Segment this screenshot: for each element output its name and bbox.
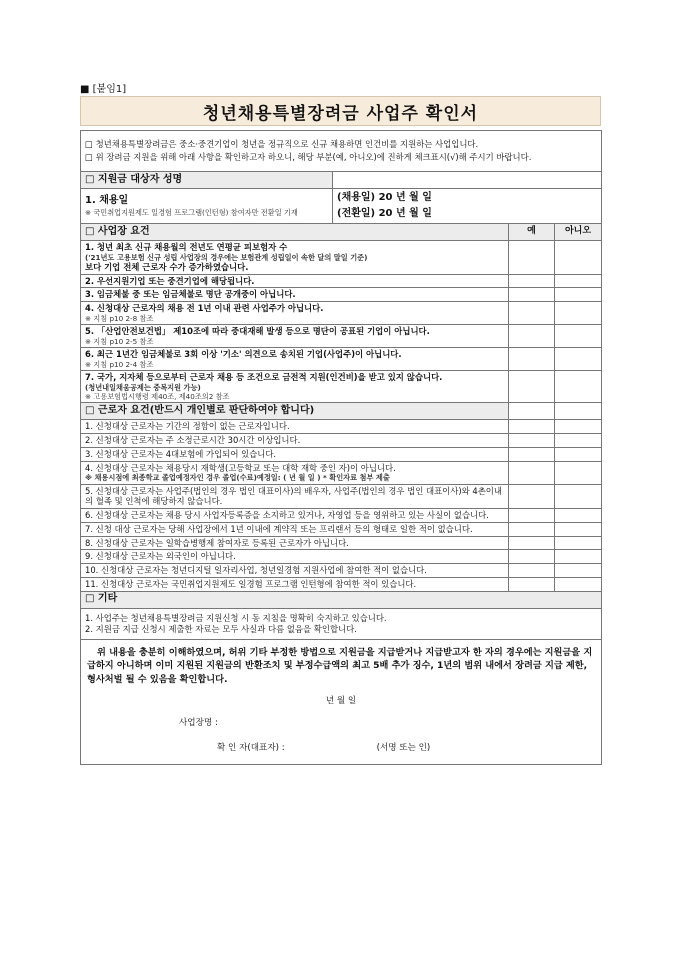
- no-checkbox-cell[interactable]: [555, 325, 602, 348]
- intro-line-2: □ 위 장려금 지원을 위해 아래 사항을 확인하고자 하오니, 해당 부분(예, 아니오)에 진하게 체크표시(√)해 주시기 바랍니다.: [85, 152, 532, 162]
- yes-checkbox-cell[interactable]: [509, 241, 555, 275]
- yes-checkbox-cell[interactable]: [509, 302, 555, 325]
- sign-date[interactable]: 년 월 일: [325, 695, 357, 706]
- no-checkbox-cell[interactable]: [555, 420, 602, 434]
- hire-date-field[interactable]: (채용일) 20 년 월 일: [337, 191, 432, 203]
- no-column-header: 아니오: [555, 224, 602, 241]
- worker-requirement-row: [81, 484, 602, 509]
- worker-requirement-text: 8. 신청대상 근로자는 일학습병행제 참여자로 등록된 근로자가 아닙니다.: [85, 537, 349, 548]
- other-item-2: 2. 지원금 지급 신청시 제출한 자료는 모두 사실과 다름 없음을 확인합니다.: [85, 623, 357, 634]
- no-checkbox-cell[interactable]: [555, 484, 602, 509]
- worker-requirement-note: ※ 채용시점에 최종학교 졸업예정자인 경우 졸업(수료)예정일: ( 년 월 일 ) * 확인자료 첨부 제출: [85, 473, 390, 483]
- business-requirement-row: [81, 241, 602, 275]
- business-requirement-row: [81, 325, 602, 348]
- no-checkbox-cell[interactable]: [555, 274, 602, 288]
- no-checkbox-cell[interactable]: [555, 461, 602, 484]
- worker-requirement-row: [81, 577, 602, 591]
- no-checkbox-cell[interactable]: [555, 447, 602, 461]
- business-requirement-text: 3. 임금체불 중 또는 임금체불로 명단 공개중이 아닙니다.: [85, 289, 296, 300]
- no-checkbox-cell[interactable]: [555, 509, 602, 523]
- business-requirement-note: ※ 지침 p10 2-4 참조: [85, 359, 154, 369]
- business-section-title: □ 사업장 요건: [81, 224, 509, 241]
- business-requirement-row: [81, 348, 602, 371]
- no-checkbox-cell[interactable]: [555, 288, 602, 302]
- business-requirement-text: 7. 국가, 지자체 등으로부터 근로자 채용 등 조건으로 금전적 지원(인건비)을 받고 있지 않습니다.: [85, 372, 443, 383]
- target-section-title: □ 지원금 대상자 성명: [81, 172, 333, 189]
- no-checkbox-cell[interactable]: [555, 371, 602, 403]
- signature-label: (서명 또는 인): [376, 742, 431, 753]
- worker-requirement-text: 7. 신청 대상 근로자는 당해 사업장에서 1년 이내에 계약직 또는 프리랜서 등의 형태로 일한 적이 없습니다.: [85, 523, 473, 534]
- yes-column-header: 예: [509, 224, 555, 241]
- business-requirement-text: 6. 최근 1년간 임금체불로 3회 이상 '기소' 의견으로 송치된 기업(사업주)이 아닙니다.: [85, 349, 402, 360]
- worker-requirement-text: 2. 신청대상 근로자는 주 소정근로시간 30시간 이상입니다.: [85, 435, 301, 446]
- worker-requirement-row: [81, 509, 602, 523]
- convert-date-field[interactable]: (전환일) 20 년 월 일: [337, 207, 432, 219]
- hire-date-label: 1. 채용일: [85, 194, 129, 206]
- worker-requirement-row: [81, 461, 602, 484]
- no-checkbox-cell[interactable]: [555, 550, 602, 564]
- intro-line-1: □ 청년채용특별장려금은 중소·중견기업이 청년을 정규직으로 신규 채용하면 인건비를 지원하는 사업입니다.: [85, 139, 479, 150]
- business-requirement-tail: 보다 기업 전체 근로자 수가 증가하였습니다.: [85, 261, 249, 272]
- worker-requirement-row: [81, 447, 602, 461]
- attachment-label: ■ [붙임1]: [80, 84, 127, 95]
- yes-checkbox-cell[interactable]: [509, 536, 555, 550]
- worker-requirement-text: 4. 신청대상 근로자는 채용당시 재학생(고등학교 또는 대학 재학 중인 자)이 아닙니다.: [85, 462, 396, 473]
- confirmer-label[interactable]: 확 인 자(대표자) :: [217, 742, 285, 753]
- business-requirement-subtext: ('21년도 고용보험 신규 성립 사업장의 경우에는 보험관계 성립일이 속한 달의 말일 기준): [85, 252, 368, 262]
- no-checkbox-cell[interactable]: [555, 302, 602, 325]
- company-name-label[interactable]: 사업장명 :: [179, 718, 218, 729]
- worker-requirement-text: 3. 신청대상 근로자는 4대보험에 가입되어 있습니다.: [85, 448, 277, 459]
- yes-checkbox-cell[interactable]: [509, 325, 555, 348]
- hire-date-note: ※ 국민취업지원제도 일경험 프로그램(인턴형) 참여자만 전환일 기재: [85, 207, 298, 217]
- business-requirement-row: [81, 274, 602, 288]
- yes-checkbox-cell[interactable]: [509, 348, 555, 371]
- business-requirement-note: ※ 지침 p10 2-8 참조: [85, 313, 154, 323]
- target-name-field[interactable]: [333, 172, 602, 189]
- yes-checkbox-cell[interactable]: [509, 434, 555, 448]
- worker-section-title: □ 근로자 요건(반드시 개인별로 판단하여야 합니다): [81, 403, 509, 420]
- yes-checkbox-cell[interactable]: [509, 509, 555, 523]
- business-requirement-subtext: (청년내일채움공제는 중복지원 가능): [85, 382, 201, 392]
- yes-checkbox-cell[interactable]: [509, 371, 555, 403]
- no-checkbox-cell[interactable]: [555, 522, 602, 536]
- worker-requirement-text: 5. 신청대상 근로자는 사업주(법인의 경우 법인 대표이사)의 배우자, 사업주(법인의 경우 법인 대표이사)와 4촌이내의 혈족 및 인척에 해당하지 않습니다.: [85, 485, 502, 507]
- yes-checkbox-cell[interactable]: [509, 420, 555, 434]
- document-title: 청년채용특별장려금 사업주 확인서: [80, 96, 601, 126]
- no-checkbox-cell[interactable]: [555, 241, 602, 275]
- business-requirement-text: 1. 청년 최초 신규 채용월의 전년도 연평균 피보험자 수: [85, 242, 288, 252]
- yes-checkbox-cell[interactable]: [509, 461, 555, 484]
- no-checkbox-cell[interactable]: [555, 577, 602, 591]
- worker-requirement-row: [81, 522, 602, 536]
- worker-requirement-row: [81, 550, 602, 564]
- yes-checkbox-cell[interactable]: [509, 550, 555, 564]
- other-item-1: 1. 사업주는 청년채용특별장려금 지원신청 시 동 지침을 명확히 숙지하고 있습니다.: [85, 612, 387, 623]
- worker-requirement-text: 1. 신청대상 근로자는 기간의 정함이 없는 근로자입니다.: [85, 421, 290, 432]
- business-requirement-text: 5. 「산업안전보건법」 제10조에 따라 중대재해 발생 등으로 명단이 공표된 기업이 아닙니다.: [85, 326, 430, 337]
- yes-checkbox-cell[interactable]: [509, 484, 555, 509]
- yes-checkbox-cell[interactable]: [509, 274, 555, 288]
- worker-requirement-row: [81, 564, 602, 578]
- pledge-text: 위 내용을 충분히 이해하였으며, 허위 기타 부정한 방법으로 지원금을 지급받거나 지급받고자 한 자의 경우에는 지원금을 지급하지 아니하며 이미 지원된 지원금의 반환조치 및 부정수급액의 최고 5배 추가 징수, 1년의 범위 내에서 장려금 지급 제한, 형사처벌 될 수 있음을 확인합니다.: [87, 646, 593, 686]
- business-requirement-row: [81, 302, 602, 325]
- worker-requirement-row: [81, 536, 602, 550]
- yes-checkbox-cell[interactable]: [509, 564, 555, 578]
- confirmation-form: [80, 130, 602, 765]
- worker-requirement-text: 6. 신청대상 근로자는 채용 당시 사업자등록증을 소지하고 있거나, 자영업 등을 영위하고 있는 사실이 없습니다.: [85, 510, 489, 521]
- yes-checkbox-cell[interactable]: [509, 447, 555, 461]
- worker-requirement-row: [81, 420, 602, 434]
- business-requirement-note: ※ 지침 p10 2-5 참조: [85, 336, 154, 346]
- business-requirement-text: 4. 신청대상 근로자의 채용 전 1년 이내 관련 사업주가 아닙니다.: [85, 303, 324, 314]
- no-checkbox-cell[interactable]: [555, 536, 602, 550]
- yes-checkbox-cell[interactable]: [509, 577, 555, 591]
- worker-requirement-text: 11. 신청대상 근로자는 국민취업지원제도 일경험 프로그램 인턴형에 참여한 적이 있습니다.: [85, 578, 417, 589]
- business-requirement-row: [81, 371, 602, 403]
- business-requirement-row: [81, 288, 602, 302]
- worker-requirement-text: 9. 신청대상 근로자는 외국인이 아닙니다.: [85, 551, 236, 562]
- business-requirement-text: 2. 우선지원기업 또는 중견기업에 해당됩니다.: [85, 275, 255, 286]
- no-checkbox-cell[interactable]: [555, 348, 602, 371]
- no-checkbox-cell[interactable]: [555, 434, 602, 448]
- other-section-title: □ 기타: [81, 591, 602, 608]
- worker-requirement-row: [81, 434, 602, 448]
- worker-requirement-text: 10. 신청대상 근로자는 청년디지털 일자리사업, 청년일경험 지원사업에 참여한 적이 없습니다.: [85, 565, 427, 576]
- no-checkbox-cell[interactable]: [555, 564, 602, 578]
- yes-checkbox-cell[interactable]: [509, 522, 555, 536]
- yes-checkbox-cell[interactable]: [509, 288, 555, 302]
- business-requirement-note: ※ 고용보험법시행령 제40조, 제40조의2 참조: [85, 392, 230, 402]
